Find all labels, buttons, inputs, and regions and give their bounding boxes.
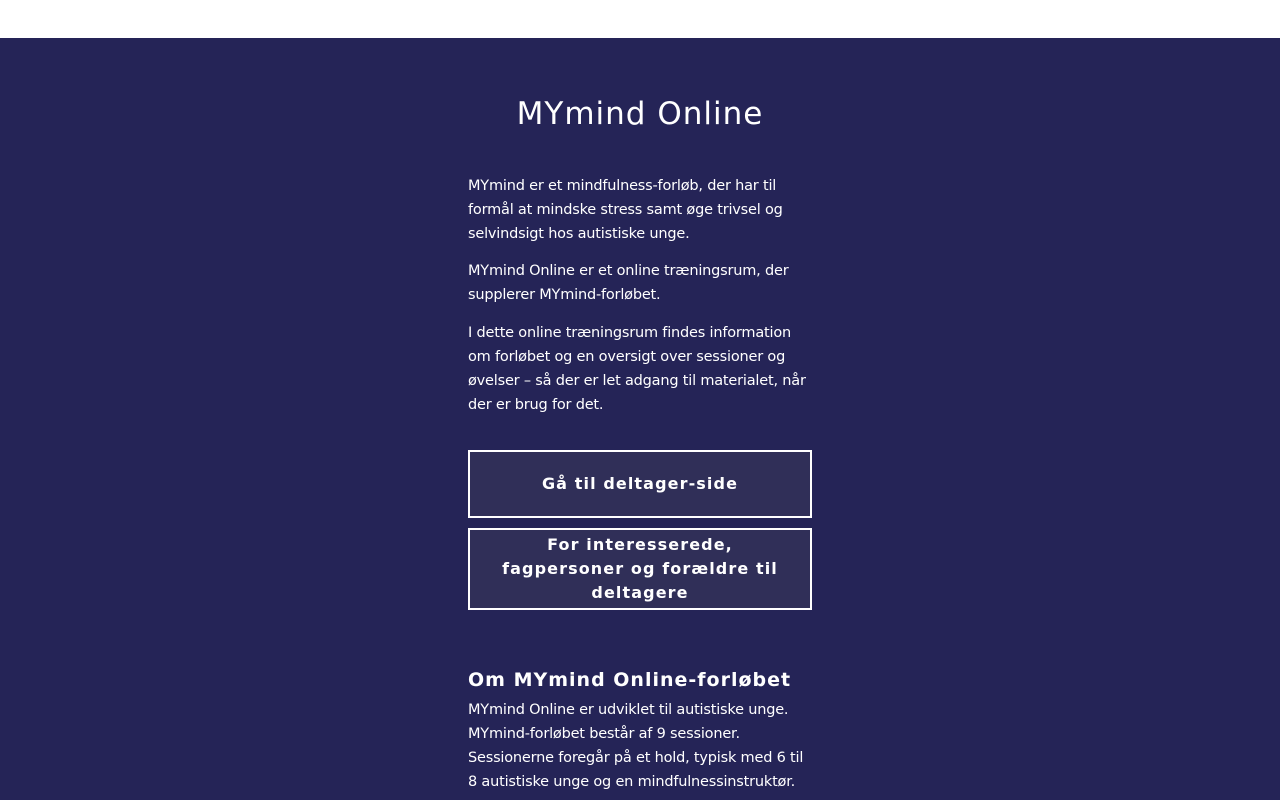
interested-parties-button[interactable]: For interesserede, fagpersoner og forældre til deltagere xyxy=(468,528,812,610)
main-content xyxy=(0,38,1280,800)
intro-paragraph-2: MYmind Online er et online træningsrum, der supplerer MYmind-forløbet. xyxy=(468,263,789,303)
intro-paragraph-3: I dette online træningsrum findes information om forløbet og en oversigt over sessioner og øvelser – så der er let adgang til materialet, når der er brug for det. xyxy=(468,325,806,413)
top-bar xyxy=(0,0,1280,38)
intro-paragraph-1: MYmind er et mindfulness-forløb, der har til formål at mindske stress samt øge trivsel og selvindsigt hos autistiske unge. xyxy=(468,178,783,242)
about-paragraph: MYmind Online er udviklet til autistiske unge. MYmind-forløbet består af 9 sessioner. Sessionerne foregår på et hold, typisk med 6 til 8 autistiske unge og en mindfulnessinstruktør. xyxy=(468,702,804,790)
page-title: MYmind Online xyxy=(516,96,764,132)
about-heading: Om MYmind Online-forløbet xyxy=(468,669,792,691)
participant-page-button[interactable]: Gå til deltager-side xyxy=(468,450,812,518)
